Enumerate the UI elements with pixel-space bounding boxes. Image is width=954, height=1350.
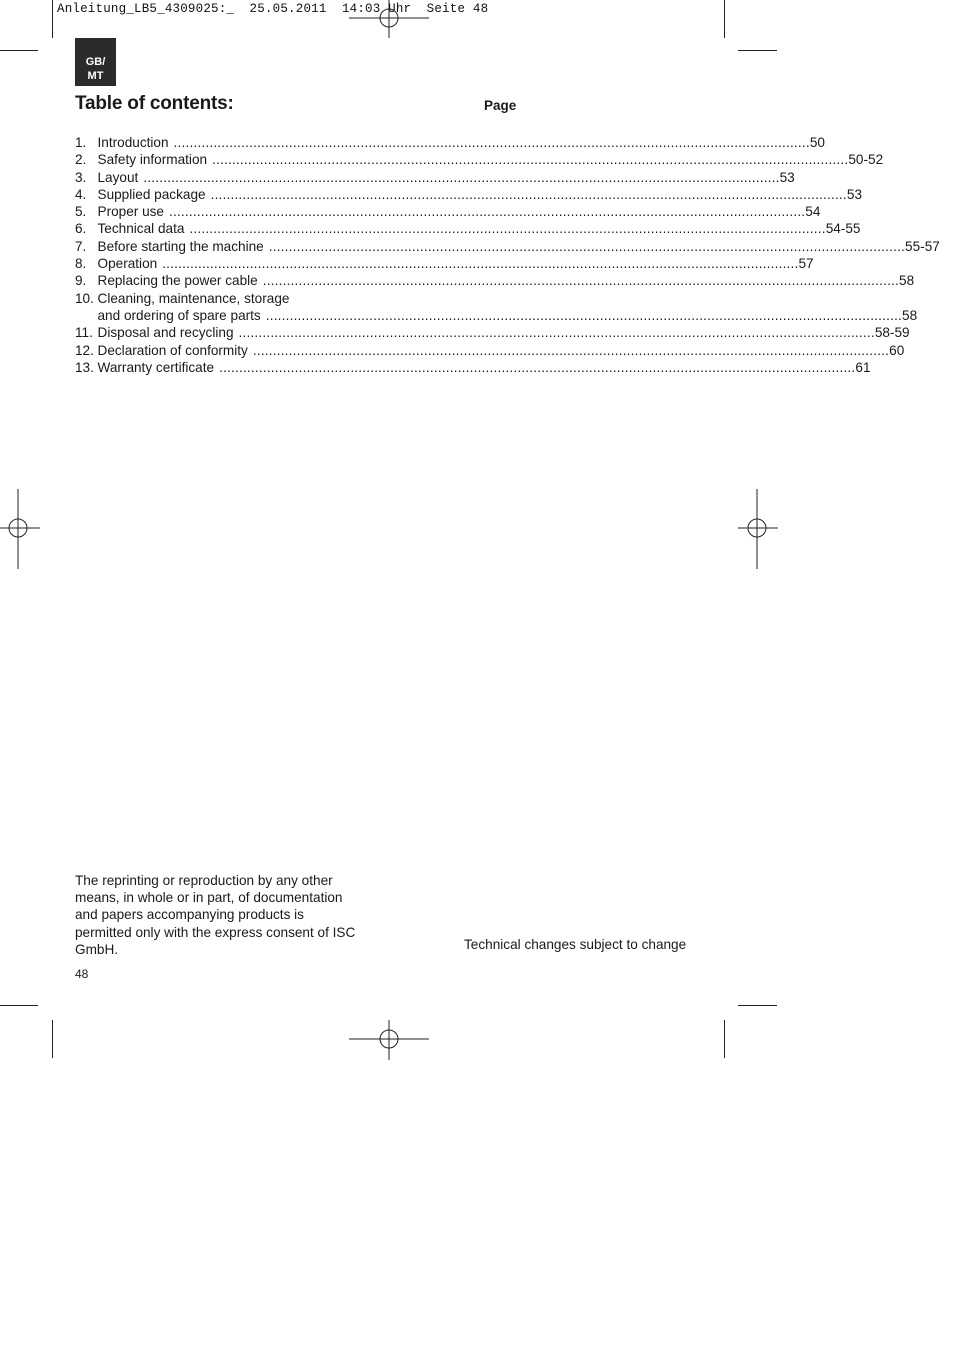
registration-mark-bottom xyxy=(349,1020,429,1060)
toc-entry-label: Before starting the machine xyxy=(97,238,264,254)
toc-dot-leader: ................................................................................................................................................................ xyxy=(252,342,890,358)
toc-entry-number: 4. xyxy=(75,186,87,202)
toc-dot-leader: ................................................................................................................................................................ xyxy=(210,186,847,202)
toc-entry-number: 7. xyxy=(75,238,87,254)
toc-dot-leader: ................................................................................................................................................................ xyxy=(143,169,780,185)
registration-mark-top xyxy=(349,0,429,38)
toc-entry xyxy=(75,324,910,341)
toc-entry-page: 50 xyxy=(809,135,825,150)
toc-entry xyxy=(75,272,915,289)
toc-dot-leader: ................................................................................................................................................................ xyxy=(173,135,810,150)
toc-entry-page: 54 xyxy=(805,204,821,220)
registration-mark-right xyxy=(738,489,778,569)
toc-title: Table of contents: xyxy=(75,93,234,114)
toc-entry-number: 6. xyxy=(75,221,87,237)
toc-entry-label: Layout xyxy=(97,169,139,185)
table-of-contents xyxy=(75,134,940,376)
crop-mark xyxy=(738,50,777,51)
toc-entry-number: 11. xyxy=(75,325,93,341)
toc-entry xyxy=(75,238,940,255)
notice-line: The reprinting or reproduction by any other xyxy=(75,873,333,888)
crop-mark xyxy=(724,1020,725,1058)
toc-entry xyxy=(75,290,525,307)
toc-dot-leader: ................................................................................................................................................................ xyxy=(169,204,806,220)
toc-entry-label: Replacing the power cable xyxy=(97,273,258,289)
toc-dot-leader: ................................................................................................................................................................ xyxy=(265,307,903,323)
copyright-notice xyxy=(75,872,385,958)
toc-entry-page: 54-55 xyxy=(825,221,861,237)
toc-entry xyxy=(75,220,861,237)
toc-entry xyxy=(75,169,795,186)
toc-entry-number: 5. xyxy=(75,204,87,220)
toc-dot-leader: ................................................................................................................................................................ xyxy=(189,221,826,237)
toc-page-header: Page xyxy=(484,98,517,113)
toc-entry-label: Warranty certificate xyxy=(97,359,215,375)
toc-entry xyxy=(75,151,884,168)
crop-mark xyxy=(0,1005,38,1006)
toc-entry-label: Proper use xyxy=(97,204,164,220)
toc-entry-number: 12. xyxy=(75,342,94,358)
toc-entry-page: 58-59 xyxy=(874,325,910,341)
toc-entry xyxy=(75,203,821,220)
notice-line: permitted only with the express consent of ISC xyxy=(75,924,356,940)
notice-line: and papers accompanying products is xyxy=(75,907,304,923)
page-number: 48 xyxy=(75,967,89,981)
toc-entry-page: 58 xyxy=(902,307,918,323)
toc-entry-page: 50-52 xyxy=(848,152,884,168)
toc-entry-page: 61 xyxy=(855,359,871,375)
toc-entry-label: Technical data xyxy=(97,221,185,237)
language-badge-line: MT xyxy=(87,70,104,82)
toc-dot-leader: ................................................................................................................................................................ xyxy=(238,325,875,341)
registration-mark-left xyxy=(0,489,40,569)
toc-entry-label: Operation xyxy=(97,256,158,272)
toc-entry-page: 58 xyxy=(899,273,915,289)
toc-entry-number: 1. xyxy=(75,135,87,150)
toc-dot-leader: ................................................................................................................................................................ xyxy=(219,359,856,375)
toc-entry-number: 3. xyxy=(75,169,87,185)
toc-entry xyxy=(75,307,918,324)
notice-line: GmbH. xyxy=(75,941,119,957)
toc-entry-number: 2. xyxy=(75,152,87,168)
toc-entry xyxy=(75,255,814,272)
toc-entry xyxy=(75,342,905,359)
toc-entry xyxy=(75,186,863,203)
toc-dot-leader: ................................................................................................................................................................ xyxy=(268,238,906,254)
toc-entry-number: 13. xyxy=(75,359,94,375)
toc-entry-page: 53 xyxy=(846,186,863,202)
toc-entry-number xyxy=(75,307,98,324)
toc-dot-leader: ................................................................................................................................................................ xyxy=(212,152,849,168)
toc-entry-number: 8. xyxy=(75,256,87,272)
language-badge xyxy=(75,38,116,86)
toc-entry-number: 10. xyxy=(75,290,94,306)
toc-entry-number: 9. xyxy=(75,273,87,289)
toc-dot-leader: ................................................................................................................................................................ xyxy=(162,256,799,272)
toc-entry-page: 53 xyxy=(779,169,795,185)
crop-mark xyxy=(0,50,38,51)
toc-dot-leader: ................................................................................................................................................................ xyxy=(262,273,900,289)
language-badge-line: GB/ xyxy=(85,56,106,68)
toc-entry-label: Declaration of conformity xyxy=(97,342,248,358)
toc-entry-page: 57 xyxy=(798,256,814,272)
toc-entry-label: Supplied package xyxy=(97,186,206,202)
crop-mark xyxy=(52,1020,53,1058)
toc-entry-label: and ordering of spare parts xyxy=(97,307,261,323)
notice-line: means, in whole or in part, of documentation xyxy=(75,890,343,906)
technical-changes-note: Technical changes subject to change xyxy=(464,937,687,952)
toc-entry xyxy=(75,359,871,376)
toc-entry-label: Disposal and recycling xyxy=(97,325,234,341)
toc-entry-label: Cleaning, maintenance, storage xyxy=(97,290,290,306)
crop-mark xyxy=(52,0,53,38)
crop-mark xyxy=(724,0,725,38)
toc-entry-page: 60 xyxy=(889,342,905,358)
toc-entry-label: Safety information xyxy=(97,152,208,168)
toc-entry-label: Introduction xyxy=(97,135,169,150)
toc-entry xyxy=(75,134,825,151)
print-slug: Anleitung_LB5_4309025:_ 25.05.2011 14:03 Uhr Seite 48 xyxy=(57,2,489,16)
toc-entry-page: 55-57 xyxy=(905,238,940,254)
crop-mark xyxy=(738,1005,777,1006)
